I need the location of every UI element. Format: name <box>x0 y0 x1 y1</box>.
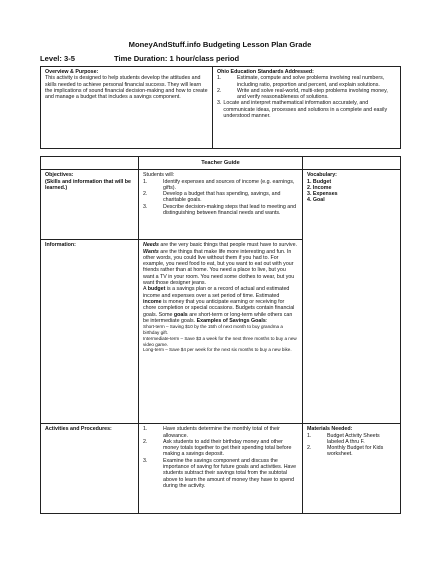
overview-heading: Overview & Purpose: <box>45 69 99 75</box>
materials-label: Materials Needed: <box>307 426 353 433</box>
objectives-list <box>143 179 298 217</box>
savings-example: Intermediate-term – Save $3 a week for the next three months to buy a new video game. <box>143 335 297 347</box>
overview-cell <box>41 67 213 149</box>
information-label-cell <box>41 240 139 424</box>
activity-item: 1. Have students determine the monthly total of their allowance. <box>143 426 280 439</box>
activities-label: Activities and Procedures: <box>45 426 112 433</box>
teacher-guide-blank-right <box>303 157 401 170</box>
objectives-intro: Students will: <box>143 172 175 179</box>
teacher-guide-blank-left <box>41 157 139 170</box>
material-item: 1. Budget Activity Sheets labeled A thru F. <box>307 432 380 445</box>
vocab-item: 3. Expenses <box>307 191 338 198</box>
standards-cell <box>213 67 401 149</box>
objectives-cell <box>139 170 303 240</box>
standard-item: 1. Estimate, compute and solve problems involving real numbers, including ratio, proportion and percent, and explain solutions. <box>217 75 385 88</box>
activities-list <box>143 426 298 489</box>
information-cell <box>139 240 303 424</box>
time-duration: Time Duration: 1 hour/class period <box>114 54 240 63</box>
materials-cell <box>303 424 401 514</box>
savings-example: Short-term – Saving $10 by the 15th of next month to buy grandma a birthday gift. <box>143 324 283 335</box>
objectives-label-cell <box>41 170 139 240</box>
material-item: 2. Monthly Budget for Kids worksheet. <box>307 445 384 458</box>
savings-example: Long-term – Save $4 per week for the next six months to buy a new bike. <box>143 347 292 353</box>
vocab-item: 4. Goal <box>307 197 325 204</box>
document-title: MoneyAndStuff.info Budgeting Lesson Plan Grade <box>128 40 312 49</box>
vocabulary-label: Vocabulary: <box>307 172 337 179</box>
information-label: Information: <box>45 242 76 249</box>
objective-item: 3. Describe decision-making steps that lead to meeting and distinguishing between financial needs and wants. <box>143 203 297 217</box>
standard-item: 3. Locate and interpret mathematical information accurately, and communicate ideas, processes and solutions in a complete and easily understood manner. <box>217 100 388 120</box>
activities-label-cell <box>41 424 139 514</box>
vocabulary-cell <box>303 170 401 424</box>
standards-heading: Ohio Education Standards Addressed: <box>217 69 314 75</box>
activity-item: 3. Examine the savings component and discuss the importance of saving for future goals and activities. Have students subtract their savings total from the subtotal above to learn the amount of money they have to spend during the activity. <box>143 457 297 489</box>
materials-list <box>307 433 396 458</box>
objectives-label: Objectives: <box>45 172 74 179</box>
teacher-guide-heading: Teacher Guide <box>139 157 303 170</box>
overview-text: This activity is designed to help students develop the attitudes and skills needed to achieve personal financial success. They will learn the implications of sound financial decision-making and how to create and manage a budget that includes a savings component. <box>45 75 208 101</box>
vocab-item: 1. Budget <box>307 178 332 185</box>
lesson-meta <box>40 54 240 63</box>
information-paragraph-needs: Needs are the very basic things that people must have to survive. Wants are the things that make life more interesting and fun. In other words, you could live without them if you had to. For example, you need food to eat, but you want to eat out with your friends rather than at home. You need a place to live, but you want a TV in your room. You need some clothes to wear, but you want those designer jeans. <box>143 242 297 287</box>
information-paragraph-budget: A budget is a savings plan or a record of actual and estimated income and expenses over a set period of time. Estimated income is money that you anticipate earning or receiving for chore completion or special occasions. Budgets contain financial goals. Some goals are short-term or long-term while others can be intermediate goals. Examples of Savings Goals: <box>143 286 295 324</box>
standards-list <box>217 75 396 119</box>
standard-item: 2. Write and solve real-world, multi-step problems involving money, and verify reasonableness of solutions. <box>217 87 388 101</box>
objective-item: 1. Identify expenses and sources of income (e.g. earnings, gifts). <box>143 178 295 191</box>
activities-cell <box>139 424 303 514</box>
teacher-guide-table <box>40 156 401 514</box>
objectives-sublabel: (Skills and information that will be learned.) <box>45 178 131 191</box>
overview-table <box>40 66 401 149</box>
vocab-item: 2. Income <box>307 184 332 191</box>
activity-item: 2. Ask students to add their birthday money and other money totals together to get their spending total before making a savings deposit. <box>143 438 292 458</box>
objective-item: 2. Develop a budget that has spending, savings, and charitable goals. <box>143 191 281 204</box>
level-label: Level: 3-5 <box>40 54 76 63</box>
